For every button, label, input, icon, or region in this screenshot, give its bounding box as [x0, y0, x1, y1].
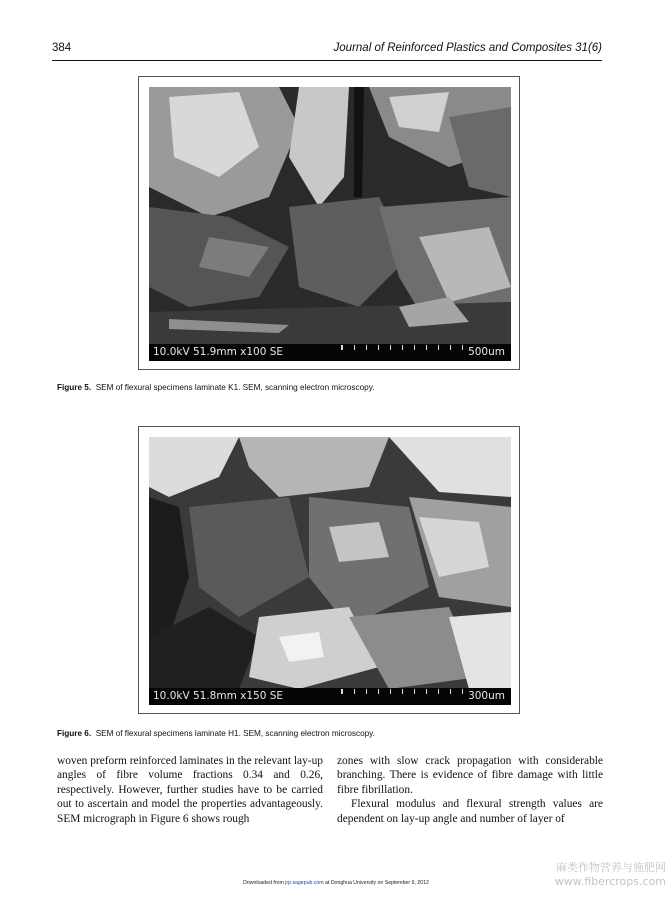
- page-number: 384: [52, 42, 72, 54]
- scale-bar: [341, 345, 463, 350]
- footer-link[interactable]: jrp.sagepub.com: [285, 880, 324, 886]
- watermark: [555, 861, 666, 889]
- running-header: [52, 42, 602, 60]
- caption-label: Figure 5.: [57, 383, 92, 392]
- caption-text: SEM of flexural specimens laminate K1. SEM, scanning electron microscopy.: [95, 383, 375, 392]
- paragraph: zones with slow crack propagation with considerable branching. There is evidence of fibre damage with little fibre fibrillation.: [337, 755, 603, 796]
- sem-micrograph-k1: [149, 87, 511, 361]
- scale-bar: [341, 689, 463, 694]
- body-column-right: [337, 754, 603, 826]
- figure-6-caption: [57, 729, 602, 738]
- journal-title: Journal of Reinforced Plastics and Composites 31(6): [333, 42, 602, 54]
- paragraph: Flexural modulus and flexural strength values are dependent on lay-up angle and number of layer of: [337, 798, 603, 825]
- sem-databar: [149, 688, 511, 705]
- caption-label: Figure 6.: [57, 729, 92, 738]
- sem-micrograph-h1: [149, 437, 511, 705]
- sem-parameters: 10.0kV 51.9mm x100 SE: [153, 346, 284, 358]
- scale-label: 300um: [468, 690, 505, 702]
- watermark-line-2: www.fibercrops.com: [554, 875, 666, 888]
- footer-prefix: Downloaded from: [243, 880, 284, 886]
- footer-suffix: at Donghua University on September 9, 2012: [325, 880, 429, 886]
- watermark-line-1: 麻类作物营养与施肥网: [556, 861, 666, 874]
- header-rule: [52, 60, 602, 61]
- figure-5: [138, 76, 520, 370]
- paragraph: woven preform reinforced laminates in the relevant lay-up angles of fibre volume fractions 0.34 and 0.26, respectively. However, further studies have to be carried out to ascertain and model the properties advantageously. SEM micrograph in Figure 6 shows rough: [57, 755, 323, 825]
- sem-parameters: 10.0kV 51.8mm x150 SE: [153, 690, 284, 702]
- figure-6: [138, 426, 520, 714]
- body-column-left: [57, 754, 323, 826]
- sem-databar: [149, 344, 511, 361]
- figure-5-caption: [57, 383, 602, 392]
- caption-text: SEM of flexural specimens laminate H1. SEM, scanning electron microscopy.: [95, 729, 375, 738]
- scale-label: 500um: [468, 346, 505, 358]
